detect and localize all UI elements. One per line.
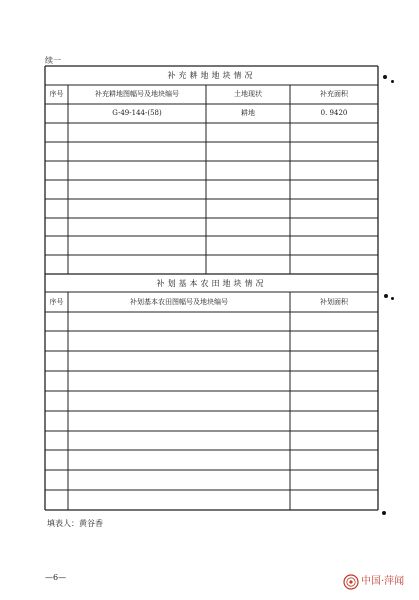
continuation-label: 续一: [45, 56, 61, 65]
binding-mark: [391, 297, 394, 300]
binding-mark: [384, 294, 388, 298]
row-land-status: 耕地: [241, 109, 255, 117]
binding-mark: [382, 511, 386, 515]
row-area: 0. 9420: [320, 109, 348, 117]
page-number: —6—: [45, 573, 67, 582]
binding-mark: [383, 75, 387, 79]
header-area: 补充面积: [320, 90, 348, 98]
filled-by: 填表人：黄谷香: [47, 519, 103, 528]
planning-section-title: 补划基本农田地块情况: [156, 279, 267, 288]
watermark-text: 中国·萍闻: [361, 576, 405, 587]
header-serial-2: 序号: [49, 298, 64, 306]
supplement-section-title: 补充耕地地块情况: [167, 71, 256, 80]
binding-mark: [391, 80, 394, 83]
row-map-sheet: G-49-144-(58): [112, 109, 162, 117]
header-map-sheet: 补充耕地图幅号及地块编号: [95, 90, 179, 98]
header-serial: 序号: [49, 90, 64, 98]
header-planning-area: 补划面积: [320, 298, 348, 306]
header-planning-map-sheet: 补划基本农田图幅号及地块编号: [130, 298, 228, 306]
emblem-icon: [343, 574, 359, 590]
header-land-status: 土地现状: [234, 90, 262, 98]
